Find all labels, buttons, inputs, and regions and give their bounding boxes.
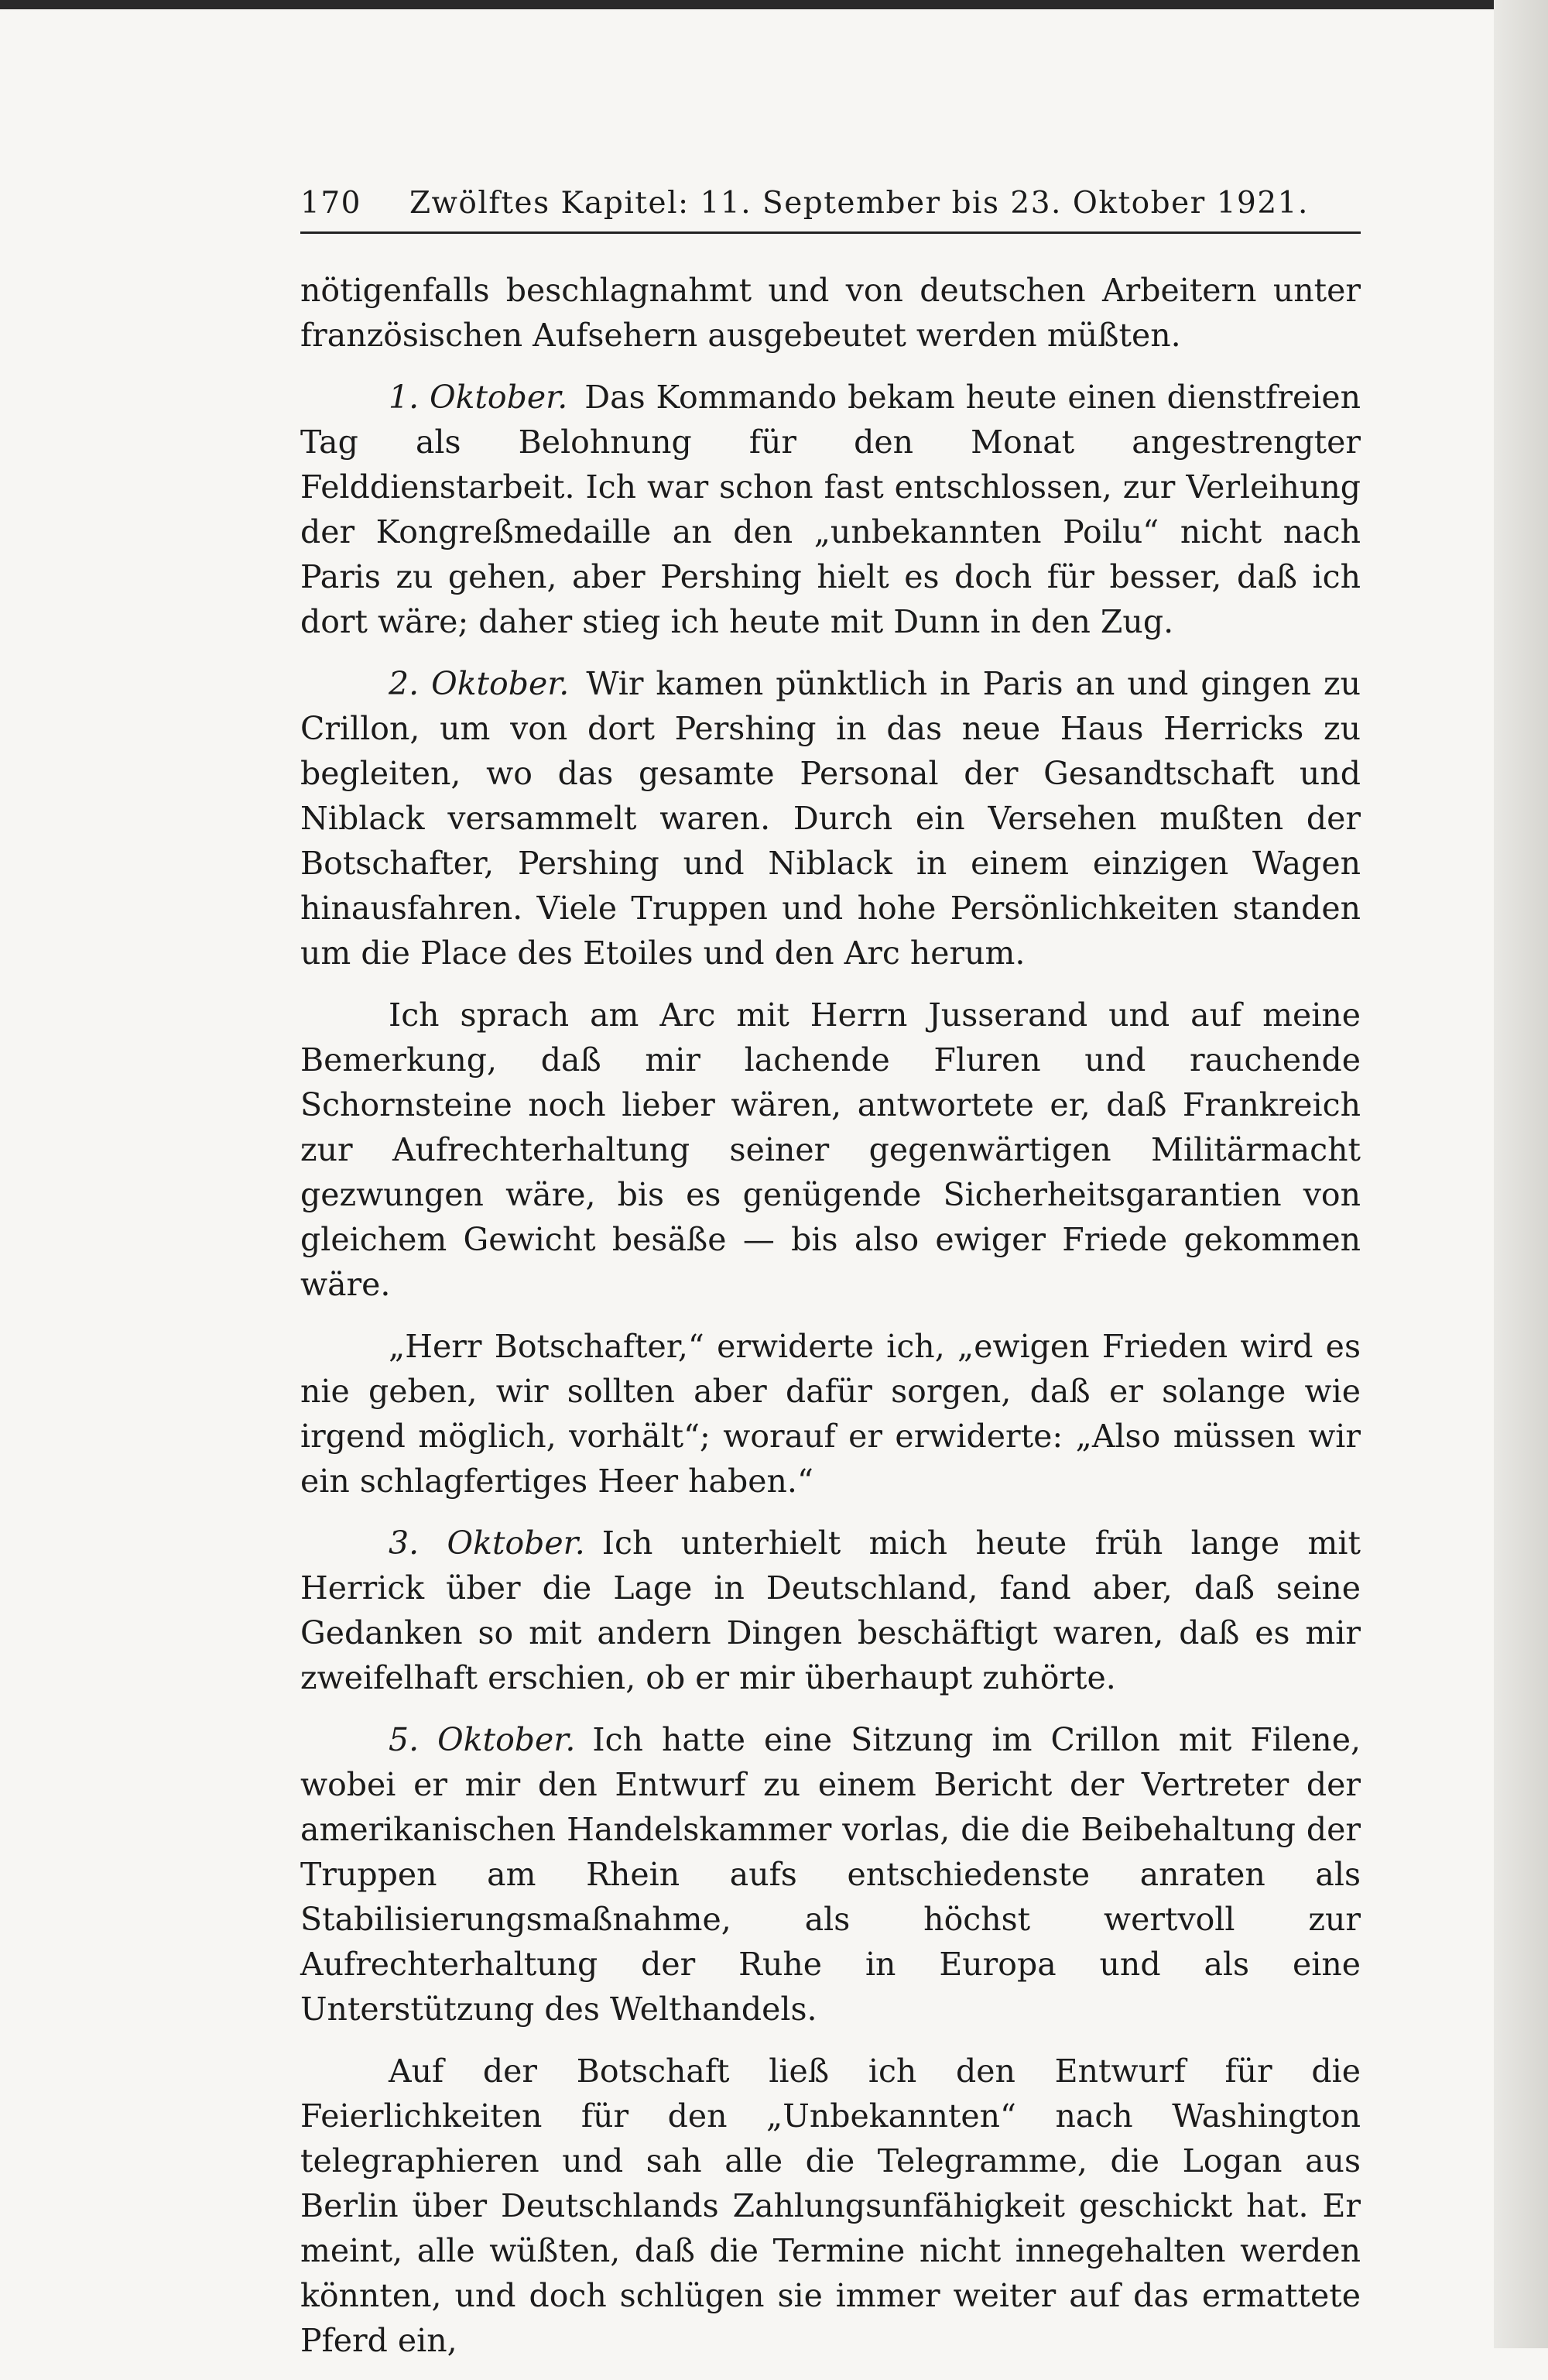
paragraph — [300, 375, 1361, 644]
entry-date: 3. Oktober. — [389, 1524, 585, 1562]
entry-date: 5. Oktober. — [389, 1721, 576, 1758]
paragraph — [300, 1324, 1361, 1504]
page-number: 170 — [300, 186, 361, 221]
entry-date: 1. Oktober. — [389, 379, 568, 416]
paragraph — [300, 1717, 1361, 2032]
page-edge-shadow — [1494, 0, 1548, 2348]
paragraph-text: nötigenfalls beschlagnahmt und von deutschen Arbeitern unter französischen Aufsehern ausgebeutet werden müßten. — [300, 272, 1361, 354]
top-edge-rule — [0, 0, 1494, 9]
paragraph — [300, 1521, 1361, 1700]
paragraph-text: Wir kamen pünktlich in Paris an und gingen zu Crillon, um von dort Pershing in das neue Haus Herricks zu begleiten, wo das gesamte Personal der Gesandtschaft und Niblack versammelt waren. Durch ein Versehen mußten der Botschafter, Pershing und Niblack in einem einzigen Wagen hinausfahren. Viele Truppen und hohe Persönlichkeiten standen um die Place des Etoiles und den Arc herum. — [300, 665, 1361, 972]
paragraph-text: „Herr Botschafter,“ erwiderte ich, „ewigen Frieden wird es nie geben, wir sollten aber dafür sorgen, daß er solange wie irgend möglich, vorhält“; worauf er erwiderte: „Also müssen wir ein schlagfertiges Heer haben.“ — [300, 1328, 1361, 1500]
paragraph-text: Ich sprach am Arc mit Herrn Jusserand und auf meine Bemerkung, daß mir lachende Fluren und rauchende Schornsteine noch lieber wären, antwortete er, daß Frankreich zur Aufrechterhaltung seiner gegenwärtigen Militärmacht gezwungen wäre, bis es genügende Sicherheitsgarantien von gleichem Gewicht besäße — bis also ewiger Friede gekommen wäre. — [300, 996, 1361, 1303]
paragraph-text: Ich unterhielt mich heute früh lange mit Herrick über die Lage in Deutschland, fand aber, daß seine Gedanken so mit andern Dingen beschäftigt waren, daß es mir zweifelhaft erschien, ob er mir überhaupt zuhörte. — [300, 1524, 1361, 1696]
running-head — [300, 186, 1361, 234]
paragraph — [300, 2049, 1361, 2363]
paragraph — [300, 268, 1361, 358]
paragraph — [300, 993, 1361, 1307]
body-text — [300, 268, 1361, 2363]
chapter-title: Zwölftes Kapitel: 11. September bis 23. Oktober 1921. — [409, 186, 1309, 221]
paragraph-text: Auf der Botschaft ließ ich den Entwurf für die Feierlichkeiten für den „Unbekannten“ nach Washington telegraphieren und sah alle die Telegramme, die Logan aus Berlin über Deutschlands Zahlungsunfähigkeit geschickt hat. Er meint, alle wüßten, daß die Termine nicht innegehalten werden könnten, und doch schlügen sie immer weiter auf das ermattete Pferd ein, — [300, 2052, 1361, 2359]
paragraph-text: Ich hatte eine Sitzung im Crillon mit Filene, wobei er mir den Entwurf zu einem Bericht der Vertreter der amerikanischen Handelskammer vorlas, die die Beibehaltung der Truppen am Rhein aufs entschiedenste anraten als Stabilisierungsmaßnahme, als höchst wertvoll zur Aufrechterhaltung der Ruhe in Europa und als eine Unterstützung des Welthandels. — [300, 1721, 1361, 2028]
book-page — [300, 186, 1361, 2380]
paragraph — [300, 661, 1361, 976]
entry-date: 2. Oktober. — [389, 665, 570, 702]
paragraph-text: Das Kommando bekam heute einen dienstfreien Tag als Belohnung für den Monat angestrengter Felddienstarbeit. Ich war schon fast entschlossen, zur Verleihung der Kongreßmedaille an den „unbekannten Poilu“ nicht nach Paris zu gehen, aber Pershing hielt es doch für besser, daß ich dort wäre; daher stieg ich heute mit Dunn in den Zug. — [300, 379, 1361, 640]
